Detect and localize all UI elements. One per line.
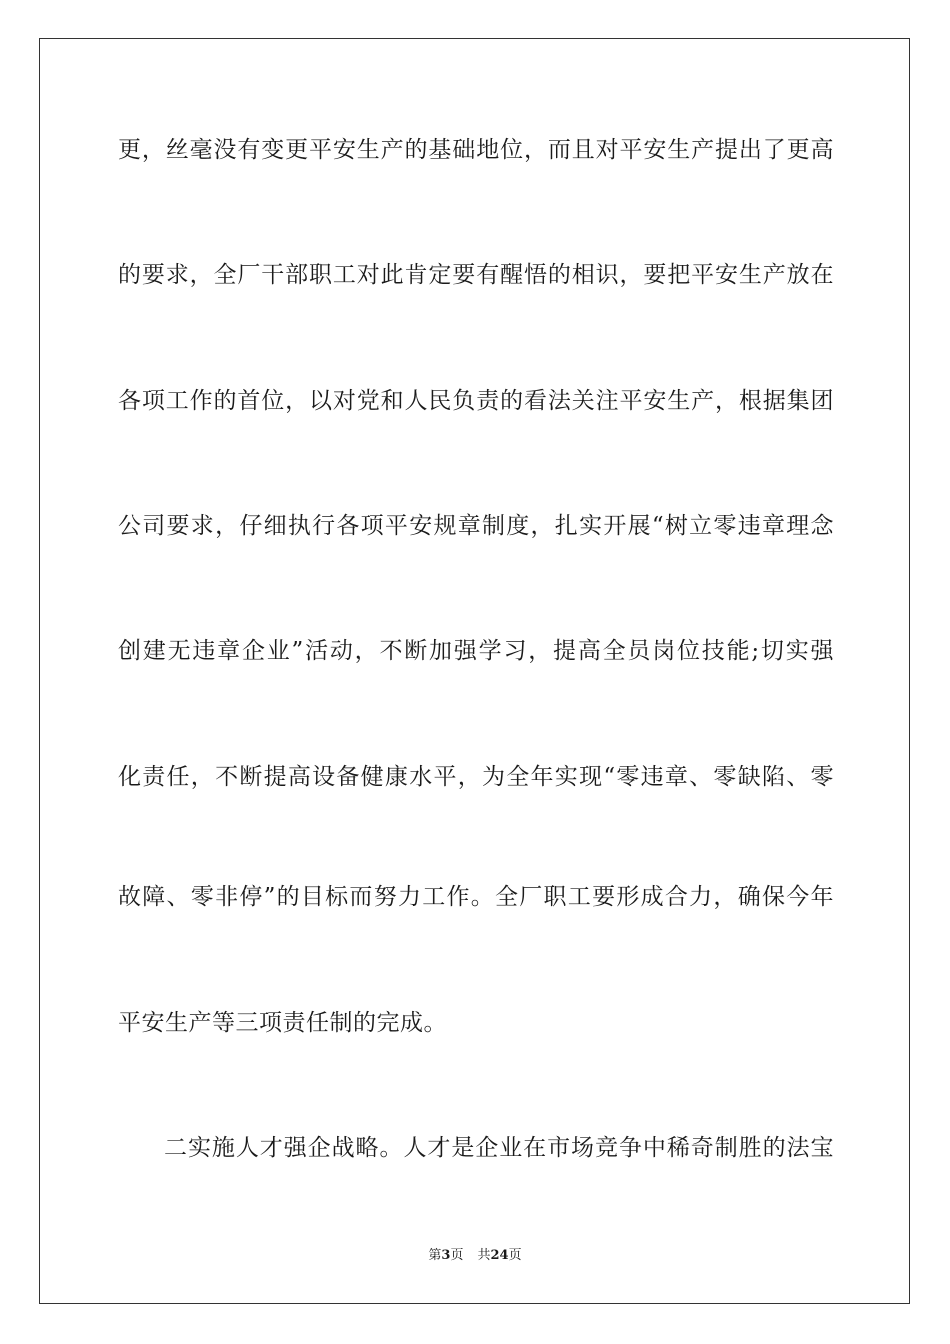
text-line: 故障、零非停”的目标而努力工作。全厂职工要形成合力，确保今年 <box>118 884 834 910</box>
text-line: 化责任，不断提高设备健康水平，为全年实现“零违章、零缺陷、零 <box>118 764 834 790</box>
text-line: 公司要求，仔细执行各项平安规章制度，扎实开展“树立零违章理念 <box>118 513 834 539</box>
paragraph-first-line: 二实施人才强企战略。人才是企业在市场竞争中稀奇制胜的法宝 <box>164 1135 834 1161</box>
page-footer <box>0 1247 950 1265</box>
text-line: 平安生产等三项责任制的完成。 <box>118 1010 447 1036</box>
text-line: 的要求，全厂干部职工对此肯定要有醒悟的相识，要把平安生产放在 <box>118 262 834 288</box>
total-prefix: 共 <box>477 1248 491 1263</box>
page-suffix: 页 <box>450 1248 464 1263</box>
page-prefix: 第 <box>428 1248 442 1263</box>
total-suffix: 页 <box>508 1248 522 1263</box>
page-number: 3 <box>441 1248 451 1263</box>
text-line: 创建无违章企业”活动，不断加强学习，提高全员岗位技能;切实强 <box>118 638 834 664</box>
page-border <box>39 38 910 1304</box>
text-line: 各项工作的首位，以对党和人民负责的看法关注平安生产，根据集团 <box>118 388 834 414</box>
total-pages: 24 <box>490 1248 509 1263</box>
text-line: 更，丝毫没有变更平安生产的基础地位，而且对平安生产提出了更高 <box>118 137 834 163</box>
